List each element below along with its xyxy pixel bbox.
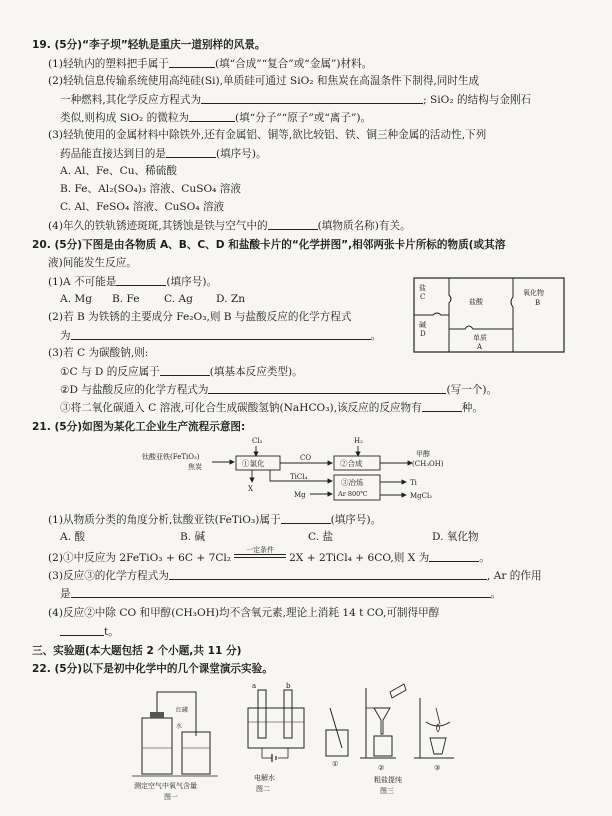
flow-mg-label: Mg [294,491,306,499]
fig1-label: 图一 [164,793,178,801]
q21-part4-line2: t。 [60,624,119,639]
q20-part1: (1)A 不可能是 (填序号)。 [48,276,218,288]
q20-part2-line1: (2)若 B 为铁锈的主要成分 Fe₂O₃,则 B 与盐酸反应的化学方程式 [48,311,352,323]
q19-part2-line1: (2)轻轨信息传输系统使用高纯硅(Si),单质硅可通过 SiO₂ 和焦炭在高温条件下制得,同时生成 [48,75,480,87]
q21-blank-1[interactable] [281,512,331,524]
flow-cl2-label: Cl₂ [252,437,263,445]
q20-blank-1[interactable] [116,274,166,286]
q20-part2-line2: 为 。 [60,330,382,342]
puzzle-base-letter: D [420,330,426,338]
fig1-water-label: 水 [176,723,183,730]
q19-blank-1[interactable] [169,56,215,68]
puzzle-oxide-label: 氧化物 [523,289,544,297]
q20-blank-3[interactable] [160,364,210,376]
fig3-label: 图三 [380,787,394,795]
q19-part3-line2: 药品能直接达到目的是 (填序号)。 [60,148,267,160]
q20-blank-5[interactable] [422,400,462,412]
puzzle-element-letter: A [477,343,483,351]
q19-blank-2[interactable] [201,92,423,104]
chemistry-puzzle-figure [413,277,565,353]
q21-part2: (2)①中反应为 2FeTiO₃ + 6C + 7Cl₂ 一定条件 2X + 2TiCl₄ + 6CO,则 X 为 。 [48,546,490,564]
q19-blank-3[interactable] [189,110,235,122]
fig3-salt-purification-apparatus [320,678,470,802]
flow-ticl4-label: TiCl₄ [290,473,308,481]
fig2-electrolysis-apparatus [242,678,312,802]
flow-co-label: CO [300,454,312,462]
fig2-tube-b: b [286,682,291,690]
fig1-oxygen-content-apparatus [130,678,220,802]
q21-stem: 21. (5分)如图为某化工企业生产流程示意图: [32,421,246,433]
fig2-caption: 电解水 [254,774,275,782]
fig1-caption: 测定空气中氧气含量 [134,782,197,790]
flow-step2-label: ②合成 [340,459,363,468]
q21-part1: (1)从物质分类的角度分析,钛酸亚铁(FeTiO₃)属于 (填序号)。 [48,514,382,526]
flow-step1-label: ①氯化 [242,459,265,468]
q19-blank-4[interactable] [166,146,216,158]
q22-stem: 22. (5分)以下是初中化学中的几个课堂演示实验。 [32,663,273,675]
flow-mgcl2-label: MgCl₂ [410,492,433,500]
q20-stem-line1: 20. (5分)下图是由各物质 A、B、C、D 和盐酸卡片的“化学拼图”,相邻两张卡片所标的物质(或其溶 [32,239,506,251]
q21-part3-line2: 是 。 [60,588,502,600]
q21-part4-line1: (4)反应②中除 CO 和甲醇(CH₃OH)均不含氧元素,理论上消耗 14 t CO,可制得甲醇 [48,607,440,619]
q21-reaction-condition: 一定条件 [231,551,289,565]
q19-blank-5[interactable] [268,218,318,230]
q20-blank-4[interactable] [208,382,446,394]
q19-part4: (4)年久的铁轨锈迹斑斑,其锈蚀是铁与空气中的 (填物质名称)有关。 [48,220,411,232]
puzzle-oxide-letter: B [535,299,541,307]
q21-part3-line1: (3)反应③的化学方程式为 , Ar 的作用 [48,570,542,582]
q21-blank-5[interactable] [60,624,104,636]
fig2-tube-a: a [252,682,257,690]
q21-blank-2[interactable] [429,550,479,562]
puzzle-element-label: 单质 [473,334,487,342]
flow-feed-coke: 焦炭 [188,463,202,471]
q20-part3: (3)若 C 为碳酸钠,则: [48,347,149,359]
q20-part3-2: ②D 与盐酸反应的化学方程式为 (写一个)。 [60,384,498,396]
q20-stem-line2: 液)间能发生反应。 [48,257,137,269]
fig3-step2: ② [378,764,385,772]
fig3-step3: ③ [434,764,441,772]
q19-part2-line2: 一种燃料,其化学反应方程式为 ; SiO₂ 的结构与金刚石 [60,94,532,106]
q20-part1-options: A. Mg B. Fe C. Ag D. Zn [60,293,246,305]
flow-methanol-formula: (CH₃OH) [412,460,444,468]
flow-step3-condition: Ar 800℃ [338,490,368,498]
q21-process-flow-diagram [140,434,460,508]
q19-option-c: C. Al、FeSO₄ 溶液、CuSO₄ 溶液 [60,201,225,213]
flow-feed-fetio3: 钛酸亚铁(FeTiO₃) [142,453,200,461]
fig3-caption: 粗盐提纯 [374,776,402,784]
q19-option-a: A. Al、Fe、Cu、稀硫酸 [60,165,177,177]
q19-part3-line1: (3)轻轨使用的金属材料中除铁外,还有金属铝、铜等,欲比较铝、铁、铜三种金属的活动性,下列 [48,129,487,141]
fig2-label: 图二 [256,785,270,793]
q19-stem: 19. (5分)“李子坝”轻轨是重庆一道别样的风景。 [32,39,266,51]
fig1-phosphorus-label: 红磷 [176,707,189,714]
q20-part3-3: ③将二氧化碳通入 C 溶液,可化合生成碳酸氢钠(NaHCO₃),该反应的反应物有 种。 [60,402,483,414]
flow-step3-label: ③冶炼 [341,478,364,487]
puzzle-salt-letter: C [420,293,426,301]
puzzle-salt-label: 盐 [419,284,426,292]
q19-option-b: B. Fe、Al₂(SO₄)₃ 溶液、CuSO₄ 溶液 [60,183,241,195]
q21-part1-options: A. 酸 B. 碱 C. 盐 D. 氧化物 [60,531,479,543]
fig3-step1: ① [332,760,339,768]
q19-part2-line3: 类似,则构成 SiO₂ 的微粒为 (填“分子”“原子”或“离子”)。 [60,112,372,124]
q20-part3-1: ①C 与 D 的反应属于 (填基本反应类型)。 [60,366,303,378]
section-3-heading: 三、实验题(本大题包括 2 个小题,共 11 分) [32,645,242,657]
q20-blank-2[interactable] [71,328,371,340]
flow-methanol-label: 甲醇 [416,450,430,458]
flow-h2-label: H₂ [354,437,363,445]
puzzle-acid-label: 盐酸 [469,298,483,306]
q21-blank-4[interactable] [71,586,491,598]
flow-ti-label: Ti [410,479,417,487]
flow-x-label: X [248,485,253,493]
q21-blank-3[interactable] [169,568,487,580]
puzzle-base-label: 碱 [419,321,426,329]
q19-part1: (1)轻轨内的塑料把手属于 (填“合成”“复合”或“金属”)材料。 [48,58,373,70]
